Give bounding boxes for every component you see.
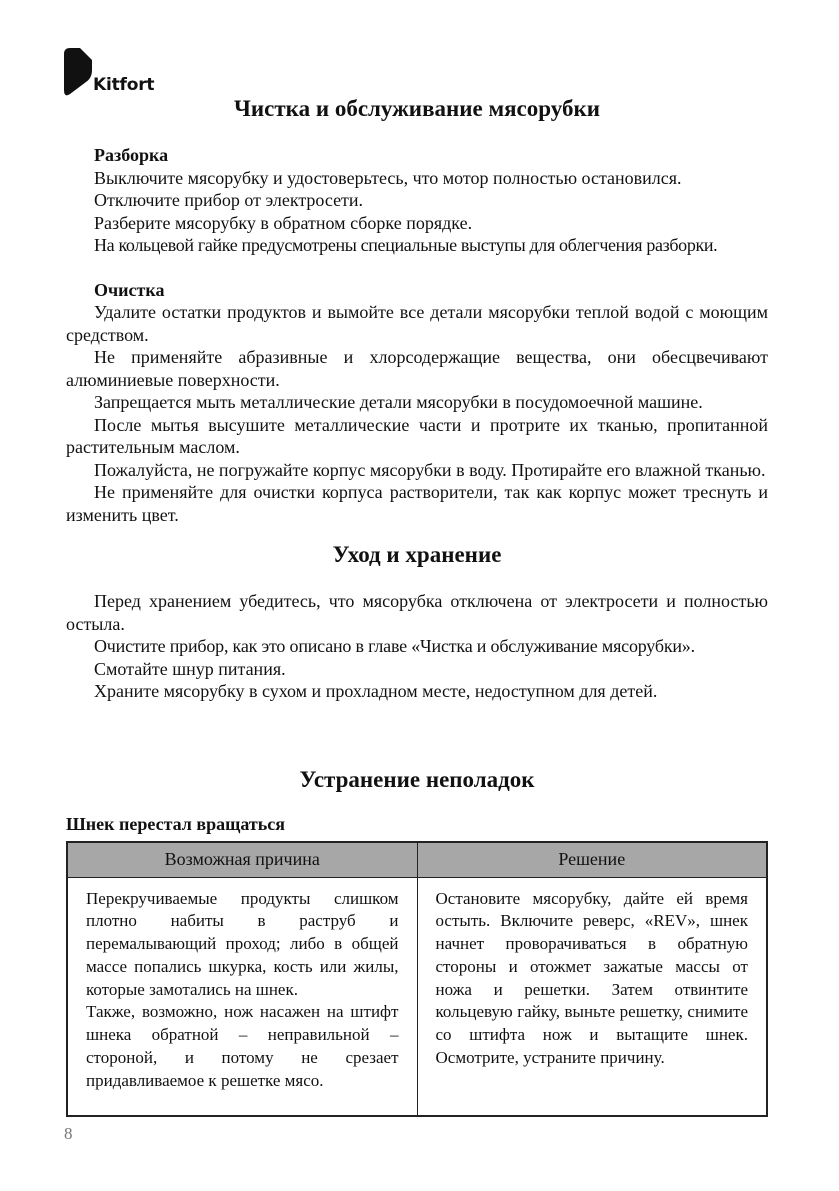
- cleaning-paragraph: Не применяйте для очистки корпуса растворители, так как корпус может треснуть и изменить цвет.: [66, 482, 768, 525]
- solution-text: Остановите мясорубку, дайте ей время остыть. Включите реверс, «REV», шнек начнет проворачиваться в обратную стороны и отожмет зажатые массы от ножа и решетки. Затем отвинтите кольцевую гайку, выньте решетку, снимите со штифта нож и вытащите шнек. Осмотрите, устраните причину.: [435, 888, 748, 1068]
- page-content: [66, 96, 768, 1117]
- disassembly-heading: Разборка: [94, 145, 169, 165]
- cleaning-paragraph: Пожалуйста, не погружайте корпус мясорубки в воду. Протирайте его влажной тканью.: [94, 459, 766, 480]
- storage-paragraph: Смотайте шнур питания.: [94, 658, 286, 679]
- cleaning-paragraph: Удалите остатки продуктов и вымойте все детали мясорубки теплой водой с моющим средством.: [66, 302, 768, 345]
- storage-paragraph: Храните мясорубку в сухом и прохладном месте, недоступном для детей.: [94, 681, 658, 701]
- cause-column-header: Возможная причина: [67, 842, 417, 878]
- cleaning-section-title: Чистка и обслуживание мясорубки: [234, 96, 600, 121]
- cleaning-paragraph: Не применяйте абразивные и хлорсодержащие вещества, они обесцвечивают алюминиевые поверхности.: [66, 347, 768, 390]
- solution-column-header: Решение: [417, 842, 767, 878]
- disassembly-paragraph: Разберите мясорубку в обратном сборке порядке.: [94, 212, 473, 233]
- kitfort-logo-icon: [64, 48, 92, 96]
- disassembly-paragraph: Отключите прибор от электросети.: [94, 190, 364, 210]
- storage-paragraph: Очистите прибор, как это описано в главе «Чистка и обслуживание мясорубки».: [94, 636, 695, 656]
- disassembly-paragraph: На кольцевой гайке предусмотрены специальные выступы для облегчения разборки.: [94, 235, 718, 255]
- solution-cell: [417, 877, 767, 1116]
- table-row: [67, 877, 767, 1116]
- cleaning-paragraph: Запрещается мыть металлические детали мясорубки в посудомоечной машине.: [94, 392, 703, 412]
- cause-text: Перекручиваемые продукты слишком плотно набиты в раструб и перемалывающий проход; либо в общей массе попались шкурка, кость или жилы, которые замотались на шнек.: [86, 888, 399, 999]
- cleaning-heading: Очистка: [94, 279, 165, 300]
- troubleshooting-section-title: Устранение неполадок: [299, 766, 535, 792]
- troubleshooting-table: [66, 841, 768, 1117]
- storage-section-title: Уход и хранение: [332, 542, 502, 567]
- cause-cell: [67, 877, 417, 1116]
- brand-logo: [64, 46, 174, 98]
- problem-heading: Шнек перестал вращаться: [66, 813, 285, 834]
- storage-paragraph: Перед хранением убедитесь, что мясорубка отключена от электросети и полностью остыла.: [66, 591, 768, 634]
- cause-text: Также, возможно, нож насажен на штифт шнека обратной – неправильной – стороной, и потому не срезает придавливаемое к решетке мясо.: [86, 1002, 399, 1090]
- disassembly-paragraph: Выключите мясорубку и удостоверьтесь, что мотор полностью остановился.: [94, 167, 682, 188]
- cleaning-paragraph: После мытья высушите металлические части и протрите их тканью, пропитанной растительным маслом.: [66, 414, 768, 457]
- brand-name: Kitfort: [93, 75, 155, 95]
- page-number: 8: [64, 1124, 73, 1143]
